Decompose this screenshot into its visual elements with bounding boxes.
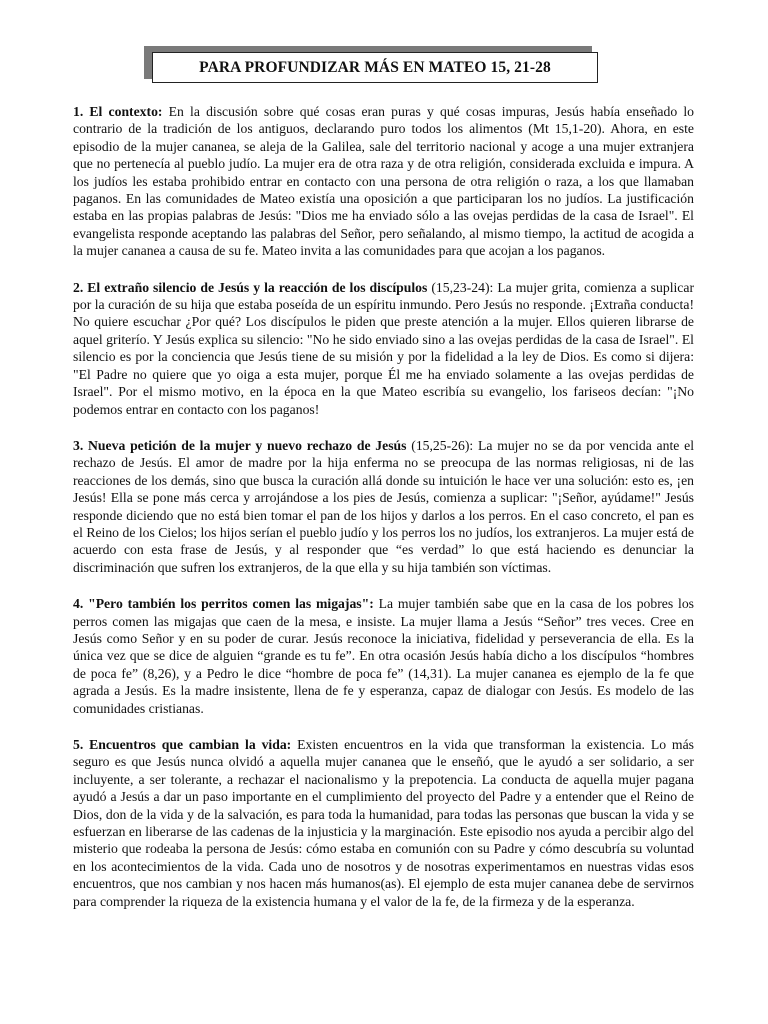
section-text: La mujer también sabe que en la casa de los pobres los perros comen las migajas que caen de la mesa, e insiste. La mujer llama a Jesús “Señor” tres veces. Cree en Jesús como Señor y en su poder de curar. Jesús reconoce la iniciativa, fidelidad y perseverancia de ella. Es la única vez que se dice de alguien “grande es tu fe”. En otra ocasión Jesús había dicho a los discípulos “hombres de poca fe” (8,26), y a Pedro le dice “hombre de poca fe” (14,31). La mujer cananea es ejemplo de la fe que agrada a Jesús. Es la madre insistente, llena de fe y esperanza, capaz de dialogar con Jesús. Es modelo de las comunidades cristianas. — [73, 596, 694, 716]
document-title: PARA PROFUNDIZAR MÁS EN MATEO 15, 21-28 — [199, 58, 551, 76]
section-heading: 2. El extraño silencio de Jesús y la reacción de los discípulos — [73, 279, 428, 295]
section-heading: 5. Encuentros que cambian la vida: — [73, 737, 292, 752]
section-text: (15,23-24): La mujer grita, comienza a suplicar por la curación de su hija que estaba poseída de un espíritu inmundo. Pero Jesús no responde. ¡Extraña conducta! No quiere escuchar ¿Por qué? Los discípulos le piden que preste atención a la mujer. Ellos quieren librarse de aquel griterío. Y Jesús explica su silencio: "No he sido enviado sino a las ovejas perdidas de la casa de Israel". El silencio es por la conciencia que Jesús tiene de su misión y por la fidelidad a la ley de Dios. Es como si dijera: "El Padre no quiere que yo oiga a esta mujer, porque Él me ha enviado solamente a las ovejas perdidas de Israel". Por el mismo motivo, en la época en la que Mateo escribía su evangelio, los fariseos decían: "¡No podemos entrar en contacto con los paganos! — [73, 279, 695, 417]
section-context — [73, 103, 694, 260]
title-box — [152, 52, 598, 83]
section-new-petition — [73, 437, 694, 576]
section-silence — [73, 279, 694, 418]
section-heading: 1. El contexto: — [73, 104, 163, 119]
section-text: Existen encuentros en la vida que transforman la existencia. Lo más seguro es que Jesús nunca olvidó a aquella mujer cananea que le enseñó, que le ayudó a ser solidario, a ser incluyente, a ser tolerante, a rechazar el nacionalismo y la prepotencia. La conducta de aquella mujer pagana ayudó a Jesús a dar un paso importante en el cumplimiento del proyecto del Padre y a entender que el Reino de Dios, don de la vida y de la salvación, es para toda la humanidad, para todas las personas que buscan la vida y se esfuerzan en liberarse de las cadenas de la injusticia y la marginación. Este episodio nos ayuda a percibir algo del misterio que rodeaba la persona de Jesús: cómo estaba en comunión con su Padre y cómo descubría su voluntad en los acontecimientos de la vida. Cada uno de nosotros y de nosotras experimentamos en nuestras vidas esos encuentros, que nos cambian y nos hacen más humanos(as). El ejemplo de esta mujer cananea debe de servirnos para comprender la riqueza de la existencia humana y el valor de la fe, de la firmeza y de la esperanza. — [73, 737, 694, 909]
section-encounters — [73, 736, 694, 910]
section-crumbs — [73, 595, 694, 717]
section-text: En la discusión sobre qué cosas eran puras y qué cosas impuras, Jesús había enseñado lo contrario de la tradición de los antiguos, declarando puro todos los alimentos (Mt 15,1-20). Ahora, en este episodio de la mujer cananea, se aleja de la Galilea, sale del territorio nacional y acoge a una mujer extranjera que no pertenecía al pueblo judío. La mujer era de otra raza y de otra religión, considerada excluida e impura. A los judíos les estaba prohibido entrar en contacto con una persona de otra religión o raza, a los que llamaban paganos. En las comunidades de Mateo existía una oposición a que participaran los no judíos. La justificación estaba en las propias palabras de Jesús: "Dios me ha enviado sólo a las ovejas perdidas de la casa de Israel". El evangelista responde aceptando las palabras del Señor, pero señalando, al mismo tiempo, la actitud de acogida a la mujer cananea a causa de su fe. Mateo invita a las comunidades para que acojan a los paganos. — [73, 104, 695, 259]
document-body — [73, 103, 694, 929]
section-heading: 3. Nueva petición de la mujer y nuevo rechazo de Jesús — [73, 437, 407, 453]
section-text: (15,25-26): La mujer no se da por vencida ante el rechazo de Jesús. El amor de madre por la hija enferma no se preocupa de las normas religiosas, ni de las reacciones de los demás, sino que busca la curación allá donde su intuición le hace ver una solución: esto es, ¡en Jesús! Ella se pone más cerca y arrojándose a los pies de Jesús, comienza a suplicar: "¡Señor, ayúdame!" Jesús responde diciendo que no está bien tomar el pan de los hijos y darlos a los perros. En el caso concreto, el pan es el Reino de los Cielos; los hijos serían el pueblo judío y los perros los no judíos, los extranjeros. La mujer está de acuerdo con esta frase de Jesús, y al responder que “es verdad” lo que está haciendo es denunciar la discriminación que sufren los extranjeros, de la que ella y su hija también son víctimas. — [73, 437, 694, 575]
section-heading: 4. "Pero también los perritos comen las migajas": — [73, 596, 374, 612]
